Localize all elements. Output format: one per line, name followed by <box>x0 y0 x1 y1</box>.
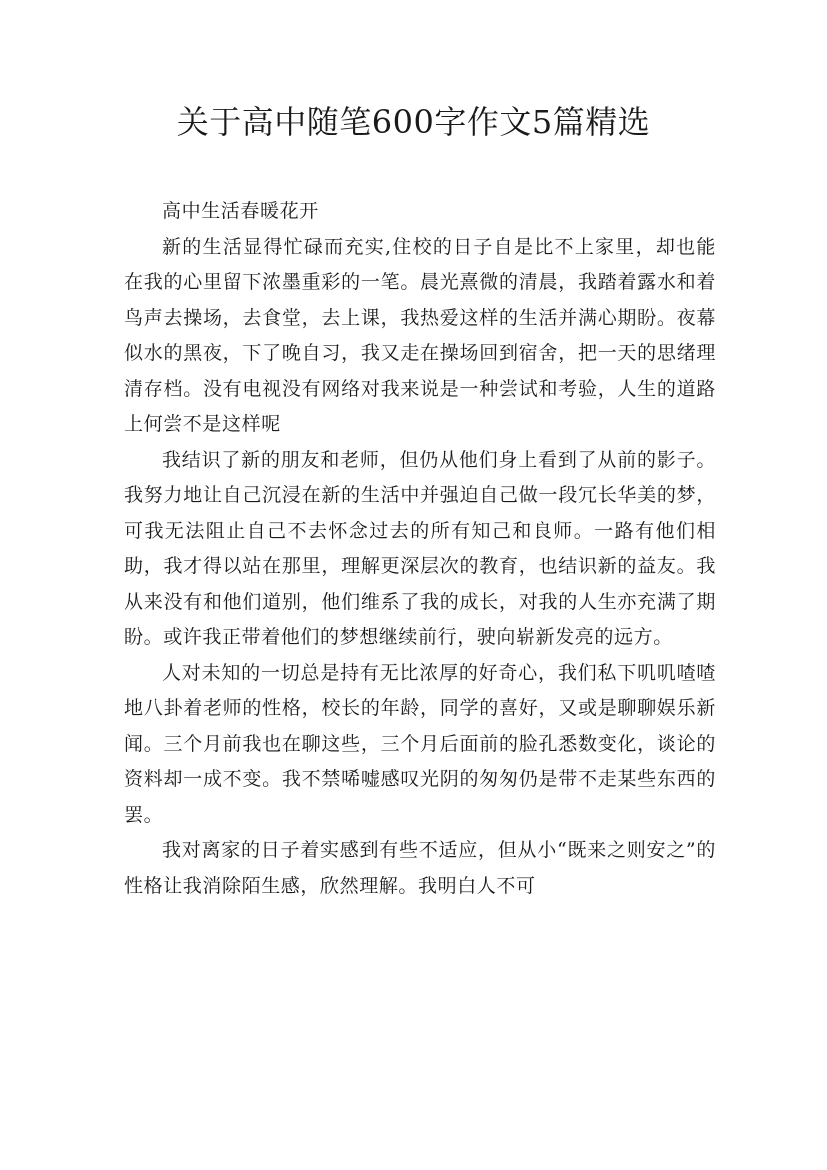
section-heading: 高中生活春暖花开 <box>162 200 319 222</box>
paragraph: 我对离家的日子着实感到有些不适应，但从小“既来之则安之”的性格让我消除陌生感，欣然理解。我明白人不可 <box>124 839 716 897</box>
paragraph: 我结识了新的朋友和老师，但仍从他们身上看到了从前的影子。我努力地让自己沉浸在新的生活中并强迫自己做一段冗长华美的梦，可我无法阻止自己不去怀念过去的所有知己和良师。一路有他们相助，我才得以站在那里，理解更深层次的教育，也结识新的益友。我从来没有和他们道别，他们维系了我的成长，对我的人生亦充满了期盼。或许我正带着他们的梦想继续前行，驶向崭新发亮的远方。 <box>124 448 716 648</box>
document-body <box>124 194 716 904</box>
paragraph: 新的生活显得忙碌而充实,住校的日子自是比不上家里，却也能在我的心里留下浓墨重彩的一笔。晨光熹微的清晨，我踏着露水和着鸟声去操场，去食堂，去上课，我热爱这样的生活并满心期盼。夜幕似水的黑夜，下了晚自习，我又走在操场回到宿舍，把一天的思绪理清存档。没有电视没有网络对我来说是一种尝试和考验，人生的道路上何尝不是这样呢 <box>124 235 716 435</box>
paragraph: 人对未知的一切总是持有无比浓厚的好奇心，我们私下叽叽喳喳地八卦着老师的性格，校长的年龄，同学的喜好，又或是聊聊娱乐新闻。三个月前我也在聊这些，三个月后面前的脸孔悉数变化，谈论的资料却一成不变。我不禁唏嘘感叹光阴的匆匆仍是带不走某些东西的罢。 <box>124 661 716 826</box>
document-title: 关于高中随笔600字作文5篇精选 <box>176 103 651 141</box>
